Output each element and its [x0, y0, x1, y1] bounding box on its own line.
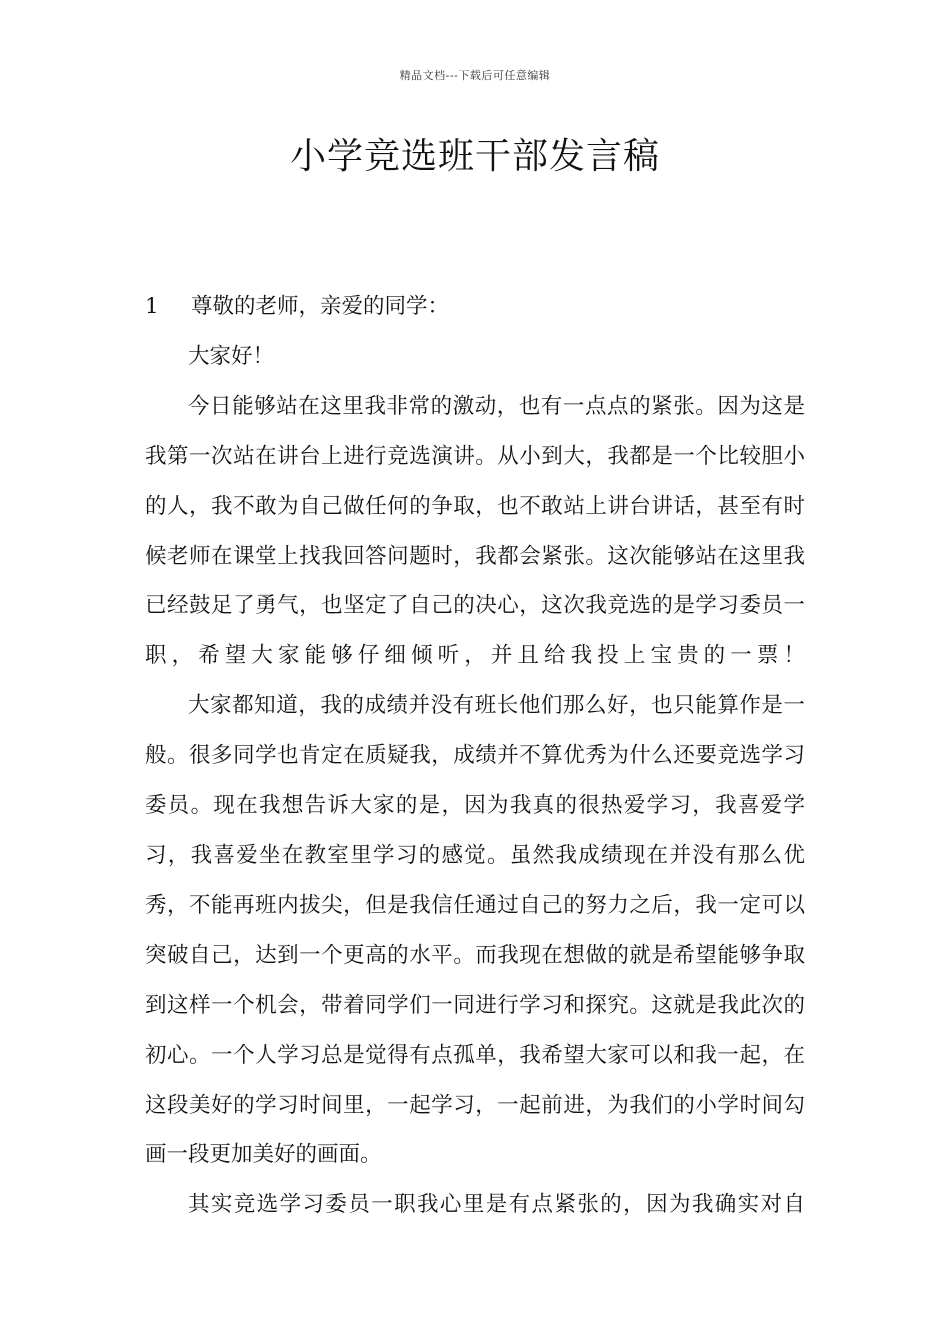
salutation-number: 1 — [145, 294, 159, 319]
salutation-text: 尊敬的老师，亲爱的同学： — [191, 294, 450, 319]
paragraph-1: 今日能够站在这里我非常的激动，也有一点点的紧张。因为这是我第一次站在讲台上进行竞选演讲。从小到大，我都是一个比较胆小的人，我不敢为自己做任何的争取，也不敢站上讲台讲话，甚至有时候老师在课堂上找我回答问题时，我都会紧张。这次能够站在这里我已经鼓足了勇气，也坚定了自己的决心，这次我竞选的是学习委员一职，希望大家能够仔细倾听，并且给我投上宝贵的一票！ — [145, 393, 805, 669]
paragraph-2: 大家都知道，我的成绩并没有班长他们那么好，也只能算作是一般。很多同学也肯定在质疑我，成绩并不算优秀为什么还要竞选学习委员。现在我想告诉大家的是，因为我真的很热爱学习，我喜爱学习，我喜爱坐在教室里学习的感觉。虽然我成绩现在并没有那么优秀，不能再班内拔尖，但是我信任通过自己的努力之后，我一定可以突破自己，达到一个更高的水平。而我现在想做的就是希望能够争取到这样一个机会，带着同学们一同进行学习和探究。这就是我此次的初心。一个人学习总是觉得有点孤单，我希望大家可以和我一起，在这段美好的学习时间里，一起学习，一起前进，为我们的小学时间勾画一段更加美好的画面。 — [145, 693, 805, 1168]
salutation-line — [145, 282, 805, 332]
greeting: 大家好！ — [188, 343, 275, 369]
document-title: 小学竞选班干部发言稿 — [289, 136, 660, 177]
header-note: 精品文档---下载后可任意编辑 — [399, 69, 551, 82]
document-body — [145, 282, 805, 1230]
paragraph-3: 其实竞选学习委员一职我心里是有点紧张的，因为我确实对自 — [188, 1192, 805, 1218]
